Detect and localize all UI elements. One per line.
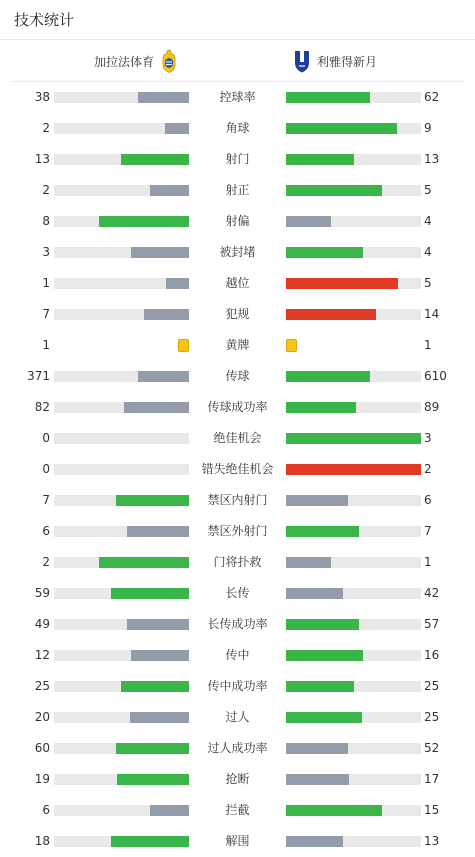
away-bar-fill [286, 309, 376, 320]
away-bar-track [286, 743, 421, 754]
stat-row [0, 609, 475, 640]
stat-label: 黄牌 [225, 338, 250, 352]
home-value: 25 [34, 679, 50, 693]
home-bar-track [54, 805, 189, 816]
home-value: 2 [42, 121, 50, 135]
stat-label: 抢断 [225, 772, 250, 786]
away-bar-fill [286, 371, 370, 382]
stat-row [0, 764, 475, 795]
stat-row [0, 268, 475, 299]
away-bar-track [286, 371, 421, 382]
home-bar-fill [165, 123, 189, 134]
away-bar-fill [286, 619, 359, 630]
stat-row [0, 423, 475, 454]
away-value: 1 [424, 555, 432, 569]
away-bar-track [286, 805, 421, 816]
home-bar-track [54, 402, 189, 413]
page-header [0, 0, 475, 40]
stat-row [0, 454, 475, 485]
home-value: 60 [34, 741, 50, 755]
away-bar-fill [286, 92, 370, 103]
away-bar-track [286, 495, 421, 506]
home-bar-track [54, 495, 189, 506]
stat-label: 过人 [225, 710, 250, 724]
away-bar-track [286, 774, 421, 785]
stat-row [0, 175, 475, 206]
away-value: 17 [424, 772, 440, 786]
away-value: 62 [424, 90, 440, 104]
away-bar-fill [286, 278, 398, 289]
away-team[interactable] [291, 40, 377, 82]
away-bar-track [286, 712, 421, 723]
away-team-name: 利雅得新月 [317, 54, 378, 69]
stat-row [0, 671, 475, 702]
away-bar-track [286, 216, 421, 227]
away-yellow-card-icon [286, 339, 297, 352]
home-bar-fill [144, 309, 189, 320]
stat-row [0, 82, 475, 113]
home-bar-track [54, 836, 189, 847]
home-value: 2 [42, 183, 50, 197]
home-bar-track [54, 433, 189, 444]
stat-label: 射偏 [225, 214, 250, 228]
home-value: 6 [42, 524, 50, 538]
away-bar-track [286, 433, 421, 444]
away-value: 6 [424, 493, 432, 507]
stat-label: 射正 [225, 183, 250, 197]
home-bar-track [54, 557, 189, 568]
stat-label: 越位 [225, 276, 250, 290]
away-bar-track [286, 650, 421, 661]
home-bar-fill [117, 774, 189, 785]
stat-row [0, 361, 475, 392]
away-value: 14 [424, 307, 440, 321]
home-value: 20 [34, 710, 50, 724]
home-bar-track [54, 743, 189, 754]
home-bar-track [54, 278, 189, 289]
home-bar-fill [150, 805, 189, 816]
stat-label: 长传 [225, 586, 250, 600]
away-bar-track [286, 92, 421, 103]
home-bar-track [54, 154, 189, 165]
home-bar-fill [138, 92, 189, 103]
stat-label: 错失绝佳机会 [201, 462, 274, 476]
home-bar-fill [127, 526, 189, 537]
away-value: 52 [424, 741, 440, 755]
home-bar-track [54, 92, 189, 103]
home-bar-track [54, 247, 189, 258]
stat-row [0, 237, 475, 268]
home-value: 0 [42, 431, 50, 445]
away-team-logo-icon [291, 48, 313, 74]
stat-row [0, 547, 475, 578]
home-bar-fill [116, 743, 189, 754]
stat-row [0, 733, 475, 764]
home-bar-fill [116, 495, 189, 506]
away-bar-track [286, 464, 421, 475]
away-bar-fill [286, 712, 362, 723]
home-bar-track [54, 371, 189, 382]
home-bar-track [54, 309, 189, 320]
home-bar-fill [131, 247, 189, 258]
stat-label: 绝佳机会 [213, 431, 262, 445]
away-bar-fill [286, 743, 348, 754]
stat-row [0, 578, 475, 609]
stat-label: 解围 [225, 834, 250, 848]
home-value: 13 [34, 152, 50, 166]
away-bar-fill [286, 774, 349, 785]
away-bar-fill [286, 154, 354, 165]
away-value: 89 [424, 400, 440, 414]
home-bar-fill [111, 588, 189, 599]
away-bar-fill [286, 402, 356, 413]
away-value: 7 [424, 524, 432, 538]
home-bar-fill [99, 216, 189, 227]
home-value: 59 [34, 586, 50, 600]
away-value: 13 [424, 152, 440, 166]
away-value: 610 [424, 369, 447, 383]
home-bar-fill [131, 650, 189, 661]
home-value: 7 [42, 307, 50, 321]
home-bar-track [54, 185, 189, 196]
away-bar-fill [286, 464, 421, 475]
stat-row [0, 299, 475, 330]
home-bar-fill [127, 619, 189, 630]
stat-row [0, 144, 475, 175]
away-bar-track [286, 185, 421, 196]
away-bar-track [286, 557, 421, 568]
stat-row [0, 702, 475, 733]
away-bar-fill [286, 836, 343, 847]
home-bar-track [54, 526, 189, 537]
away-value: 25 [424, 710, 440, 724]
away-bar-track [286, 278, 421, 289]
away-value: 2 [424, 462, 432, 476]
teams-header [10, 40, 465, 82]
home-bar-fill [111, 836, 189, 847]
stat-label: 控球率 [219, 90, 256, 104]
stat-row [0, 113, 475, 144]
stat-label: 传球 [225, 369, 250, 383]
away-value: 13 [424, 834, 440, 848]
away-bar-fill [286, 650, 363, 661]
away-bar-track [286, 247, 421, 258]
stat-label: 拦截 [225, 803, 250, 817]
away-bar-fill [286, 433, 421, 444]
home-value: 12 [34, 648, 50, 662]
stat-label: 长传成功率 [207, 617, 268, 631]
stat-label: 传中 [225, 648, 250, 662]
away-bar-track [286, 681, 421, 692]
away-value: 42 [424, 586, 440, 600]
stat-label: 禁区内射门 [207, 493, 268, 507]
home-value: 1 [42, 276, 50, 290]
home-bar-track [54, 774, 189, 785]
stat-row [0, 826, 475, 857]
home-team-name: 加拉法体育 [93, 54, 154, 69]
home-value: 371 [27, 369, 50, 383]
away-bar-track [286, 123, 421, 134]
away-bar-track [286, 309, 421, 320]
stat-row [0, 516, 475, 547]
home-team[interactable] [94, 40, 180, 82]
away-value: 3 [424, 431, 432, 445]
home-value: 6 [42, 803, 50, 817]
stat-label: 传球成功率 [207, 400, 268, 414]
away-bar-track [286, 619, 421, 630]
home-value: 82 [34, 400, 50, 414]
stat-label: 被封堵 [219, 245, 256, 259]
home-bar-track [54, 123, 189, 134]
away-bar-fill [286, 123, 397, 134]
home-bar-fill [124, 402, 189, 413]
away-bar-fill [286, 247, 363, 258]
home-value: 8 [42, 214, 50, 228]
away-value: 57 [424, 617, 440, 631]
home-value: 0 [42, 462, 50, 476]
stat-label: 角球 [225, 121, 250, 135]
away-bar-fill [286, 805, 382, 816]
away-bar-fill [286, 526, 359, 537]
away-value: 5 [424, 276, 432, 290]
home-value: 49 [34, 617, 50, 631]
away-bar-fill [286, 216, 331, 227]
stat-label: 门将扑救 [213, 555, 262, 569]
home-value: 18 [34, 834, 50, 848]
stat-row [0, 330, 475, 361]
stat-row [0, 640, 475, 671]
home-bar-track [54, 650, 189, 661]
away-bar-track [286, 588, 421, 599]
stat-label: 过人成功率 [207, 741, 268, 755]
home-bar-fill [121, 154, 189, 165]
away-value: 9 [424, 121, 432, 135]
home-bar-track [54, 588, 189, 599]
home-value: 1 [42, 338, 50, 352]
page-title: 技术统计 [14, 11, 75, 29]
away-value: 15 [424, 803, 440, 817]
home-bar-track [54, 216, 189, 227]
away-bar-fill [286, 588, 343, 599]
away-bar-fill [286, 185, 382, 196]
home-value: 19 [34, 772, 50, 786]
away-value: 5 [424, 183, 432, 197]
away-bar-track [286, 836, 421, 847]
away-value: 25 [424, 679, 440, 693]
away-bar-track [286, 402, 421, 413]
away-value: 16 [424, 648, 440, 662]
stat-label: 禁区外射门 [207, 524, 268, 538]
home-value: 2 [42, 555, 50, 569]
away-bar-track [286, 154, 421, 165]
home-bar-fill [121, 681, 189, 692]
stat-row [0, 206, 475, 237]
home-value: 3 [42, 245, 50, 259]
home-bar-fill [138, 371, 189, 382]
away-bar-track [286, 526, 421, 537]
home-bar-fill [130, 712, 189, 723]
home-bar-fill [166, 278, 189, 289]
home-bar-track [54, 681, 189, 692]
home-bar-fill [150, 185, 189, 196]
home-value: 7 [42, 493, 50, 507]
away-value: 4 [424, 214, 432, 228]
home-bar-track [54, 464, 189, 475]
home-bar-fill [99, 557, 189, 568]
stats-list [0, 82, 475, 857]
away-bar-fill [286, 495, 348, 506]
home-bar-track [54, 712, 189, 723]
home-yellow-card-icon [178, 339, 189, 352]
stat-row [0, 795, 475, 826]
home-bar-track [54, 619, 189, 630]
stat-row [0, 485, 475, 516]
away-bar-fill [286, 557, 331, 568]
stat-label: 传中成功率 [207, 679, 268, 693]
away-bar-fill [286, 681, 354, 692]
away-value: 4 [424, 245, 432, 259]
home-team-logo-icon [158, 48, 180, 74]
stat-label: 射门 [225, 152, 250, 166]
away-value: 1 [424, 338, 432, 352]
stat-row [0, 392, 475, 423]
stat-label: 犯规 [225, 307, 250, 321]
home-value: 38 [34, 90, 50, 104]
